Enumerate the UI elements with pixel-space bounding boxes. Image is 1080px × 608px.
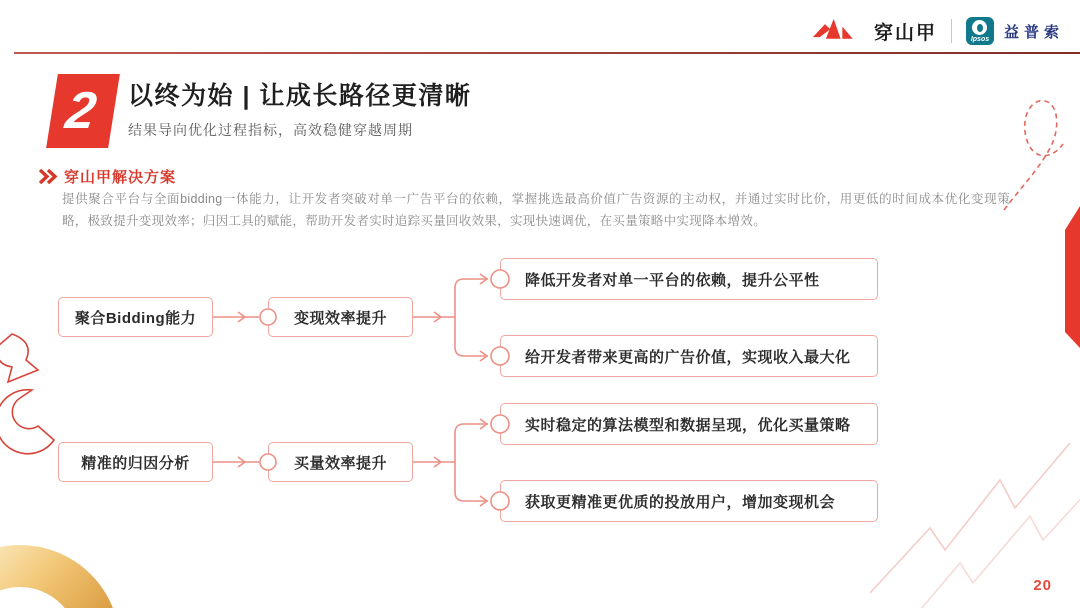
flow-middle-box-1: 变现效率提升 [268,297,413,337]
flow-outcome-box-2b: 获取更精准更优质的投放用户，增加变现机会 [500,480,878,522]
brand-bar [812,16,1064,46]
double-chevron-icon [38,168,58,185]
golden-ring-decoration [0,528,145,608]
flow-source-box-2: 精准的归因分析 [58,442,213,482]
solution-body-text: 提供聚合平台与全面bidding一体能力，让开发者突破对单一广告平台的依赖，掌握挑选最高价值广告资源的主动权，并通过实时比价，用更低的时间成本优化变现策略，极致提升变现效率；归因工具的赋能，帮助开发者实时追踪买量回收效果，实现快速调优，在买量策略中实现降本增效。 [62,192,1010,229]
brand-divider [951,19,952,43]
page-title: 以终为始 | 让成长路径更清晰 [128,82,472,110]
flow-diagram [0,250,1080,540]
section-number-badge: 2 [46,74,120,148]
page-subtitle: 结果导向优化过程指标，高效稳健穿越周期 [128,121,413,138]
flow-outcome-box-1b: 给开发者带来更高的广告价值，实现收入最大化 [500,335,878,377]
flow-middle-box-2: 买量效率提升 [268,442,413,482]
header-rule [14,52,1080,54]
flow-source-box-1: 聚合Bidding能力 [58,297,213,337]
solution-heading-label: 穿山甲解决方案 [64,169,177,186]
brand-name-ipsos: 益普索 [1003,23,1064,41]
dashed-lasso-decoration-icon [1000,82,1080,217]
flow-outcome-box-1a: 降低开发者对单一平台的依赖，提升公平性 [500,258,878,300]
solution-heading [38,166,176,187]
ipsos-logo-icon: Ipsos [966,17,994,45]
page-number: 20 [1033,577,1052,594]
title-block [52,74,471,148]
pangle-logo-icon [812,16,864,46]
flow-outcome-box-2a: 实时稳定的算法模型和数据呈现，优化买量策略 [500,403,878,445]
brand-name-pangle: 穿山甲 [873,22,937,44]
